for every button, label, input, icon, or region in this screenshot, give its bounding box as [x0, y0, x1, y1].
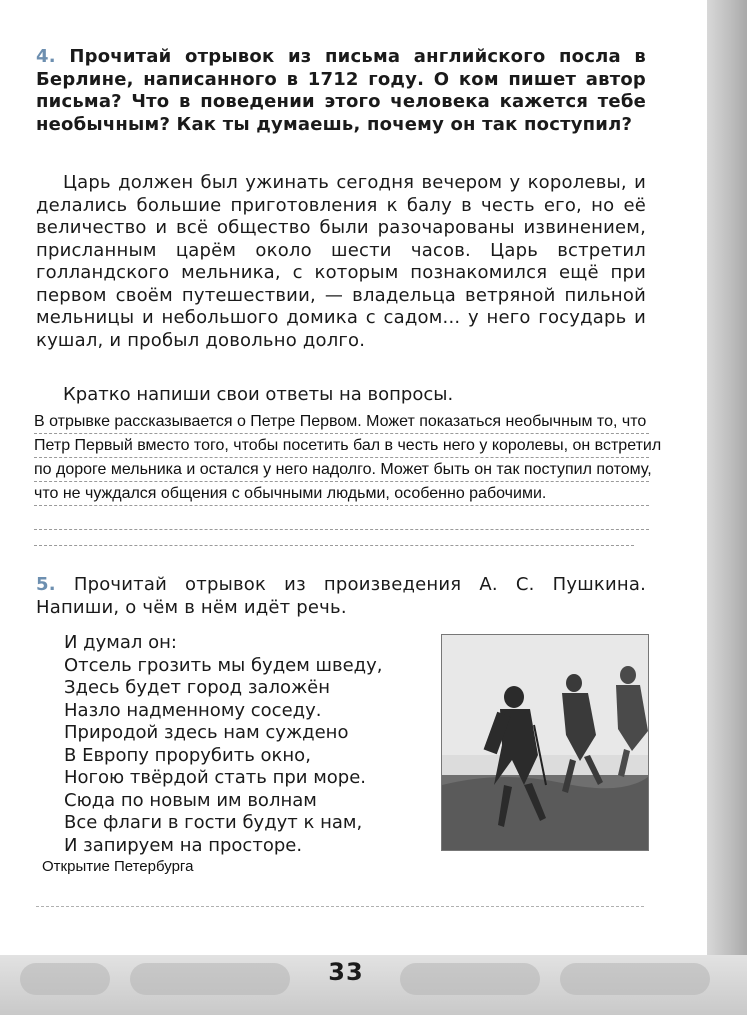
poem-line: В Европу прорубить окно,: [64, 744, 311, 766]
task-4-number: 4.: [36, 46, 56, 67]
task-4-prompt: [36, 46, 646, 136]
page-edge-strip: [707, 0, 747, 1015]
task-4-text: Прочитай отрывок из письма английского посла в Берлине, написанного в 1712 году. О ком пишет автор письма? Что в поведении этого человека кажется тебе необычным? Как ты думаешь, почему он так поступил?: [36, 46, 647, 135]
task-4-answer[interactable]: В отрывке рассказывается о Петре Первом. Может показаться необычным то, что Петр Первый вместо того, чтобы посетить бал в честь него у королевы, он встретил по дороге мельника и остался у него надолго. Может быть он так поступил потому, что не чуждался общения с обычными людьми, особенно рабочими.: [34, 413, 662, 502]
poem-line: Природой здесь нам суждено: [64, 722, 349, 743]
pushkin-poem: [64, 632, 383, 857]
answer-line: [34, 545, 634, 546]
peter-the-great-illustration-icon: [441, 634, 649, 851]
page-number: 33: [328, 958, 364, 986]
poem-line: Все флаги в гости будут к нам,: [64, 812, 363, 833]
task-4-instruction: Кратко напиши свои ответы на вопросы.: [63, 384, 454, 405]
task-5-text: Прочитай отрывок из произведения А. С. Пушкина. Напиши, о чём в нём идёт речь.: [36, 574, 647, 618]
task-5-prompt: [36, 574, 646, 619]
poem-line: Назло надменному соседу.: [64, 699, 322, 721]
letter-excerpt: Царь должен был ужинать сегодня вечером у королевы, и делались большие приготовления к балу в честь его, но её величество и всё общество были разочарованы извинением, присланным царём около шести часов. Царь встретил голландского мельника, с которым познакомился ещё при первом своём путешествии, — владельца ветряной пильной мельницы и небольшого домика с садом... у него государь и кушал, и пробыл довольно долго.: [36, 172, 646, 351]
answer-line: [34, 529, 649, 530]
poem-line: Сюда по новым им волнам: [64, 789, 317, 811]
separator-line: [36, 906, 644, 907]
poem-line: Отсель грозить мы будем шведу,: [64, 654, 383, 676]
poem-line: И думал он:: [64, 632, 177, 653]
task-5-answer[interactable]: Открытие Петербурга: [42, 858, 194, 875]
poem-line: Ногою твёрдой стать при море.: [64, 767, 367, 788]
poem-line: Здесь будет город заложён: [64, 677, 331, 698]
task-5-number: 5.: [36, 574, 56, 595]
poem-line: И запируем на просторе.: [64, 834, 303, 856]
